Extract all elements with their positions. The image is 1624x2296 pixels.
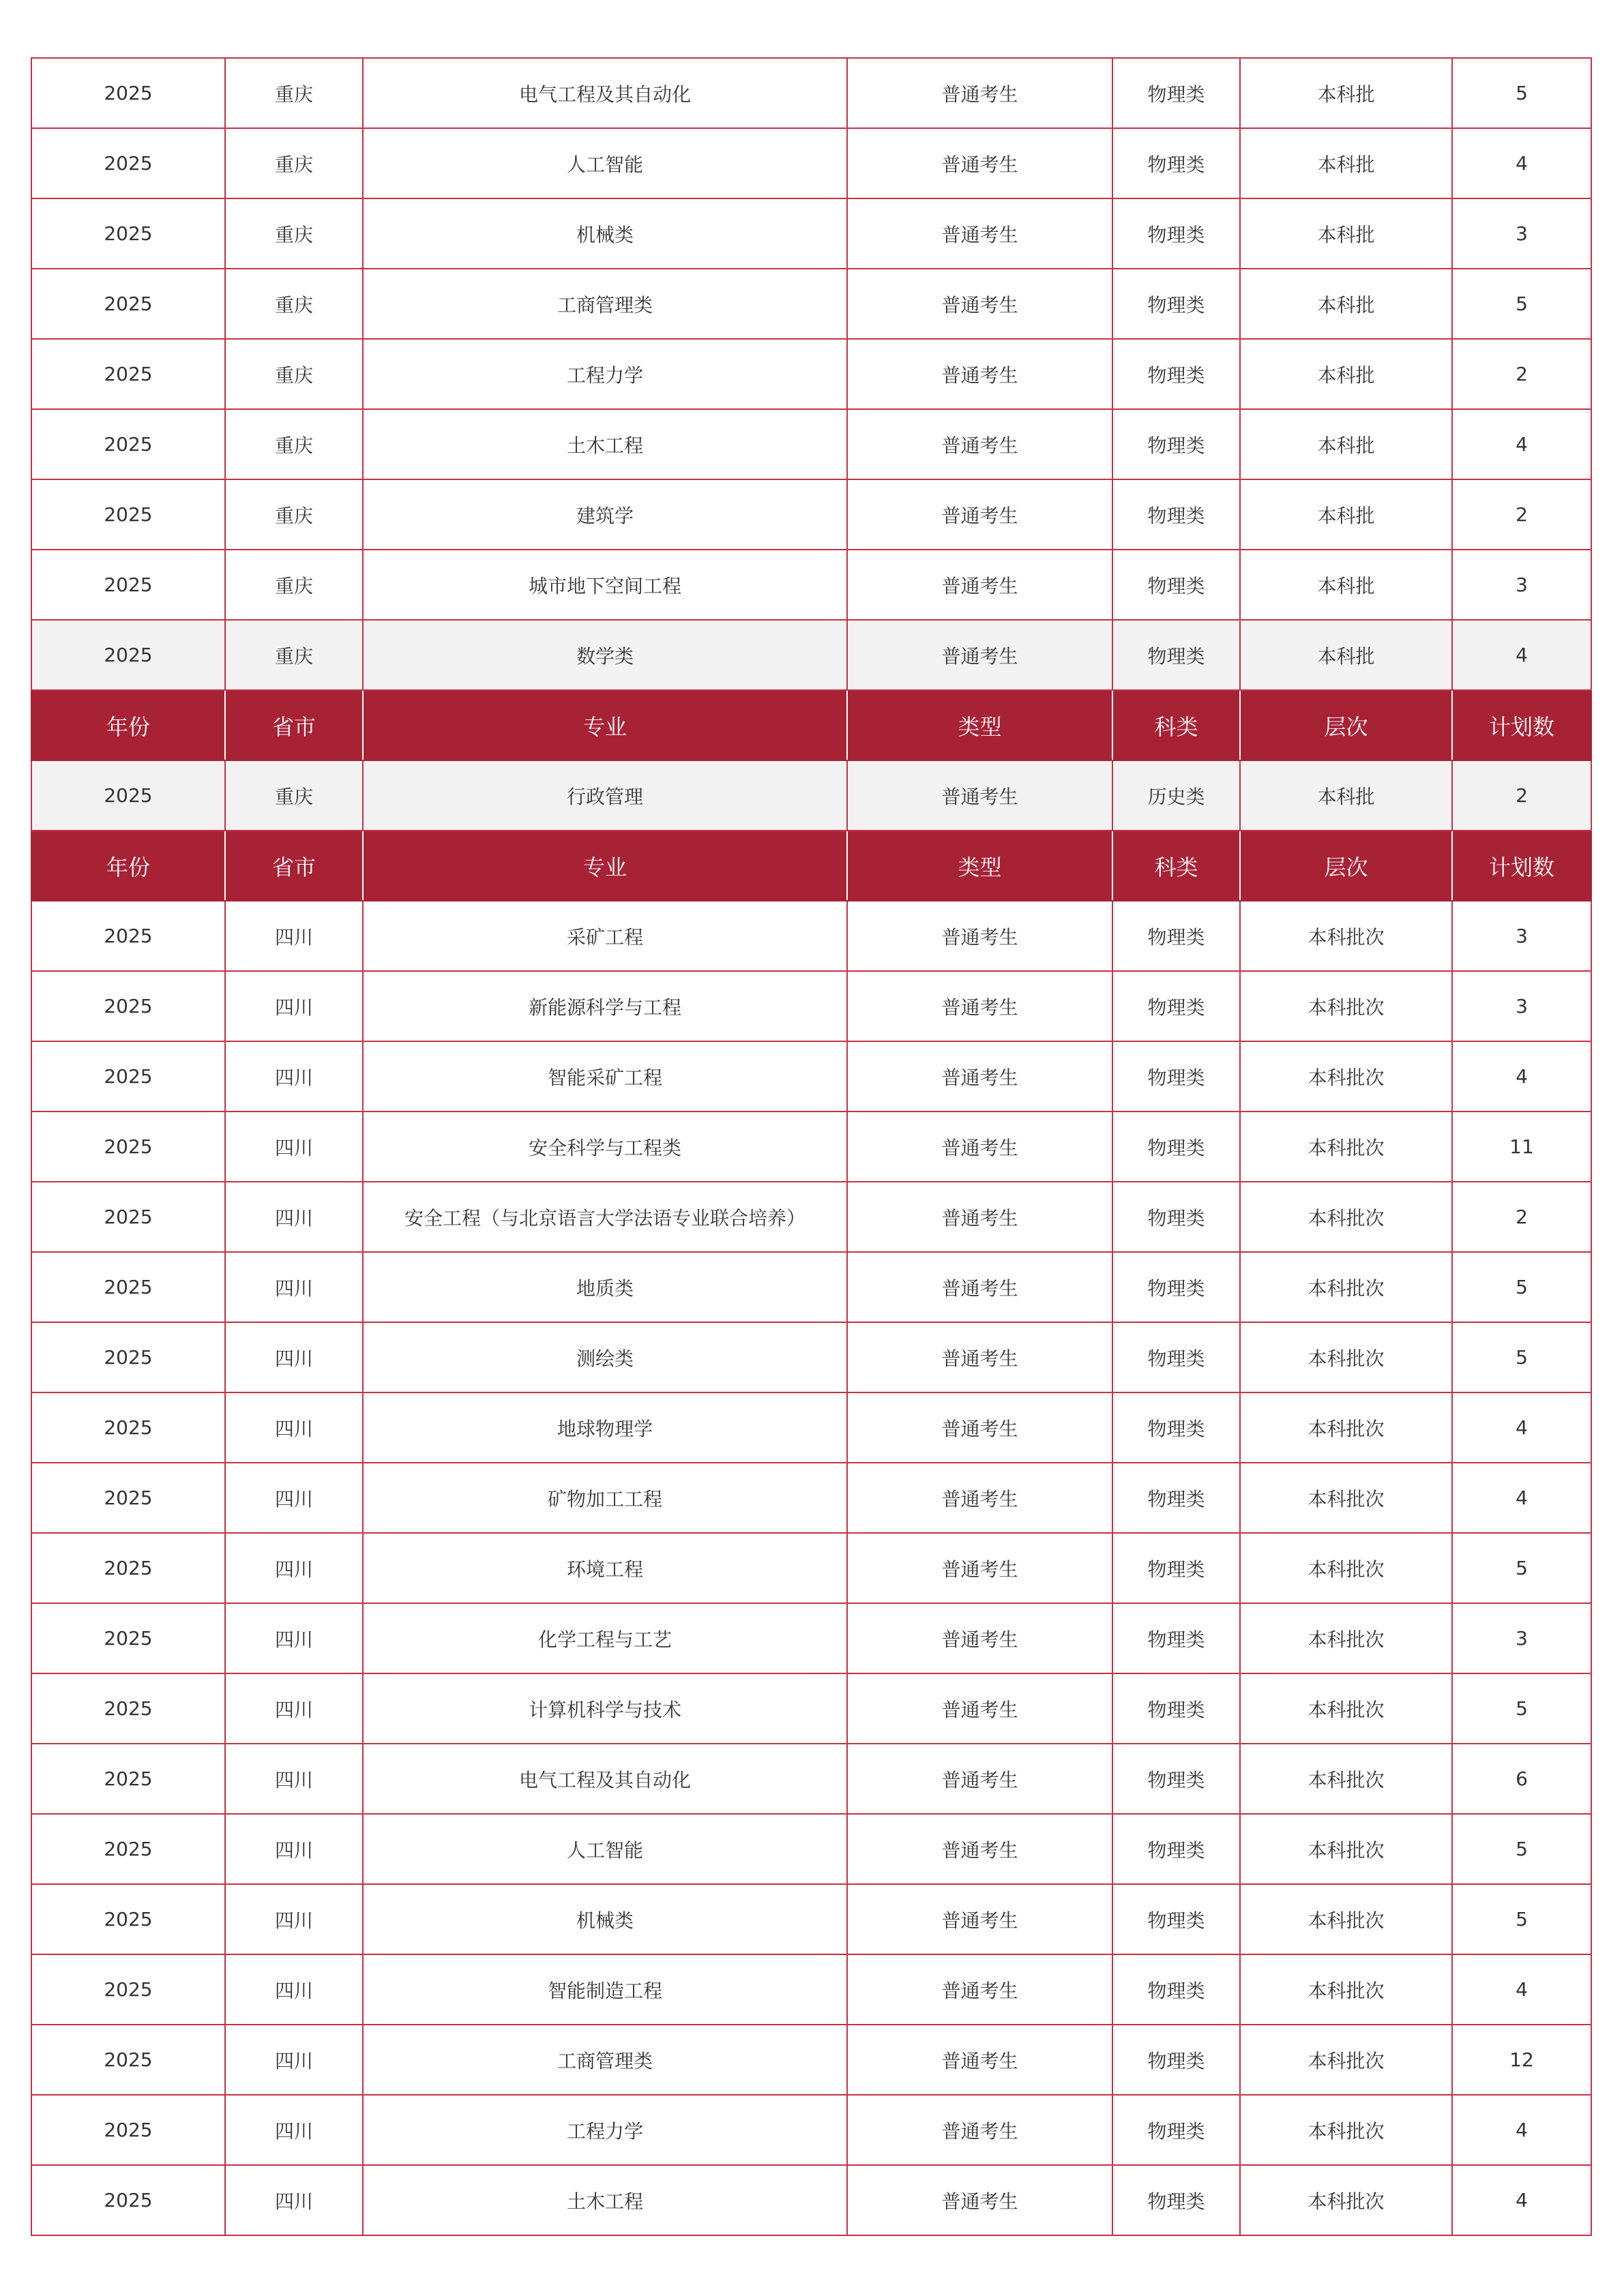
cell-candidate-type: 普通考生 — [847, 269, 1112, 339]
cell-batch-level: 本科批次 — [1240, 2165, 1452, 2235]
cell-province: 重庆 — [225, 409, 363, 479]
cell-year: 2025 — [31, 1112, 225, 1182]
cell-province: 四川 — [225, 1392, 363, 1463]
cell-subject-category: 物理类 — [1112, 1533, 1240, 1603]
cell-candidate-type: 普通考生 — [847, 760, 1112, 831]
table-row — [31, 1322, 1591, 1392]
cell-subject-category: 物理类 — [1112, 409, 1240, 479]
enrollment-plan-table — [31, 57, 1592, 2236]
cell-candidate-type: 普通考生 — [847, 1322, 1112, 1392]
cell-province: 重庆 — [225, 58, 363, 128]
cell-year: 2025 — [31, 58, 225, 128]
cell-major: 人工智能 — [363, 128, 847, 198]
cell-subject-category: 物理类 — [1112, 1463, 1240, 1533]
cell-batch-level: 本科批 — [1240, 339, 1452, 409]
cell-year: 2025 — [31, 1673, 225, 1744]
cell-candidate-type: 普通考生 — [847, 550, 1112, 620]
cell-year: 2025 — [31, 1463, 225, 1533]
enrollment-plan-container — [31, 57, 1591, 2236]
cell-plan-count: 4 — [1452, 1041, 1591, 1112]
table-row — [31, 2165, 1591, 2235]
cell-subject-category: 物理类 — [1112, 1744, 1240, 1814]
cell-subject-category: 物理类 — [1112, 1603, 1240, 1673]
cell-subject-category: 物理类 — [1112, 128, 1240, 198]
cell-major: 智能制造工程 — [363, 1954, 847, 2025]
cell-major: 安全科学与工程类 — [363, 1112, 847, 1182]
table-row — [31, 1954, 1591, 2025]
table-row — [31, 339, 1591, 409]
cell-plan-count: 5 — [1452, 1814, 1591, 1884]
cell-plan-count: 11 — [1452, 1112, 1591, 1182]
cell-candidate-type: 普通考生 — [847, 1182, 1112, 1252]
cell-major: 土木工程 — [363, 2165, 847, 2235]
cell-plan-count: 4 — [1452, 1392, 1591, 1463]
cell-candidate-type: 普通考生 — [847, 1673, 1112, 1744]
cell-province: 四川 — [225, 2025, 363, 2095]
cell-major: 工程力学 — [363, 339, 847, 409]
cell-candidate-type: 普通考生 — [847, 2025, 1112, 2095]
column-header-plan-count: 计划数 — [1452, 690, 1591, 760]
cell-candidate-type: 普通考生 — [847, 1392, 1112, 1463]
column-header-subject-category: 科类 — [1112, 690, 1240, 760]
cell-batch-level: 本科批次 — [1240, 901, 1452, 971]
cell-batch-level: 本科批 — [1240, 409, 1452, 479]
cell-major: 计算机科学与技术 — [363, 1673, 847, 1744]
cell-subject-category: 物理类 — [1112, 479, 1240, 550]
table-row — [31, 1463, 1591, 1533]
cell-batch-level: 本科批次 — [1240, 1392, 1452, 1463]
cell-province: 重庆 — [225, 339, 363, 409]
table-row — [31, 760, 1591, 831]
cell-major: 智能采矿工程 — [363, 1041, 847, 1112]
column-header-province: 省市 — [225, 831, 363, 901]
column-header-candidate-type: 类型 — [847, 831, 1112, 901]
cell-batch-level: 本科批次 — [1240, 1322, 1452, 1392]
cell-year: 2025 — [31, 620, 225, 690]
cell-province: 重庆 — [225, 128, 363, 198]
cell-year: 2025 — [31, 1322, 225, 1392]
cell-province: 四川 — [225, 1112, 363, 1182]
cell-province: 重庆 — [225, 620, 363, 690]
cell-province: 四川 — [225, 1041, 363, 1112]
cell-subject-category: 物理类 — [1112, 339, 1240, 409]
cell-year: 2025 — [31, 2025, 225, 2095]
column-header-province: 省市 — [225, 690, 363, 760]
column-header-major: 专业 — [363, 690, 847, 760]
cell-province: 四川 — [225, 1533, 363, 1603]
cell-major: 矿物加工工程 — [363, 1463, 847, 1533]
cell-major: 安全工程（与北京语言大学法语专业联合培养） — [363, 1182, 847, 1252]
cell-province: 四川 — [225, 1463, 363, 1533]
cell-year: 2025 — [31, 550, 225, 620]
table-header-row — [31, 690, 1591, 760]
cell-year: 2025 — [31, 901, 225, 971]
column-header-subject-category: 科类 — [1112, 831, 1240, 901]
cell-year: 2025 — [31, 1252, 225, 1322]
cell-plan-count: 2 — [1452, 760, 1591, 831]
cell-major: 行政管理 — [363, 760, 847, 831]
cell-year: 2025 — [31, 269, 225, 339]
cell-plan-count: 3 — [1452, 550, 1591, 620]
cell-plan-count: 5 — [1452, 1322, 1591, 1392]
cell-plan-count: 3 — [1452, 1603, 1591, 1673]
cell-plan-count: 2 — [1452, 1182, 1591, 1252]
cell-batch-level: 本科批次 — [1240, 1603, 1452, 1673]
cell-year: 2025 — [31, 1954, 225, 2025]
cell-major: 采矿工程 — [363, 901, 847, 971]
cell-subject-category: 物理类 — [1112, 971, 1240, 1041]
cell-batch-level: 本科批次 — [1240, 1814, 1452, 1884]
cell-plan-count: 3 — [1452, 971, 1591, 1041]
cell-candidate-type: 普通考生 — [847, 128, 1112, 198]
cell-plan-count: 4 — [1452, 128, 1591, 198]
cell-major: 工程力学 — [363, 2095, 847, 2165]
cell-subject-category: 物理类 — [1112, 2165, 1240, 2235]
cell-plan-count: 2 — [1452, 479, 1591, 550]
cell-major: 地质类 — [363, 1252, 847, 1322]
table-row — [31, 550, 1591, 620]
cell-province: 四川 — [225, 971, 363, 1041]
cell-major: 机械类 — [363, 1884, 847, 1954]
column-header-plan-count: 计划数 — [1452, 831, 1591, 901]
cell-major: 环境工程 — [363, 1533, 847, 1603]
table-row — [31, 198, 1591, 269]
cell-year: 2025 — [31, 479, 225, 550]
cell-major: 新能源科学与工程 — [363, 971, 847, 1041]
cell-subject-category: 物理类 — [1112, 1814, 1240, 1884]
cell-province: 四川 — [225, 1322, 363, 1392]
cell-subject-category: 物理类 — [1112, 1112, 1240, 1182]
cell-major: 机械类 — [363, 198, 847, 269]
table-row — [31, 620, 1591, 690]
cell-plan-count: 12 — [1452, 2025, 1591, 2095]
table-row — [31, 2025, 1591, 2095]
table-row — [31, 1252, 1591, 1322]
cell-candidate-type: 普通考生 — [847, 2165, 1112, 2235]
cell-batch-level: 本科批次 — [1240, 1252, 1452, 1322]
cell-province: 四川 — [225, 1182, 363, 1252]
table-row — [31, 1673, 1591, 1744]
cell-candidate-type: 普通考生 — [847, 198, 1112, 269]
table-row — [31, 1533, 1591, 1603]
cell-year: 2025 — [31, 198, 225, 269]
table-row — [31, 2095, 1591, 2165]
cell-plan-count: 5 — [1452, 1533, 1591, 1603]
cell-plan-count: 5 — [1452, 1252, 1591, 1322]
cell-province: 四川 — [225, 901, 363, 971]
cell-candidate-type: 普通考生 — [847, 1603, 1112, 1673]
cell-candidate-type: 普通考生 — [847, 1252, 1112, 1322]
cell-batch-level: 本科批次 — [1240, 1884, 1452, 1954]
cell-batch-level: 本科批 — [1240, 550, 1452, 620]
cell-province: 四川 — [225, 1744, 363, 1814]
cell-candidate-type: 普通考生 — [847, 2095, 1112, 2165]
cell-plan-count: 4 — [1452, 409, 1591, 479]
cell-candidate-type: 普通考生 — [847, 58, 1112, 128]
cell-major: 土木工程 — [363, 409, 847, 479]
column-header-major: 专业 — [363, 831, 847, 901]
cell-year: 2025 — [31, 339, 225, 409]
cell-year: 2025 — [31, 1392, 225, 1463]
cell-batch-level: 本科批次 — [1240, 2025, 1452, 2095]
cell-plan-count: 2 — [1452, 339, 1591, 409]
table-row — [31, 269, 1591, 339]
cell-plan-count: 5 — [1452, 1884, 1591, 1954]
cell-batch-level: 本科批 — [1240, 620, 1452, 690]
cell-subject-category: 物理类 — [1112, 2095, 1240, 2165]
cell-major: 工商管理类 — [363, 2025, 847, 2095]
cell-batch-level: 本科批次 — [1240, 1041, 1452, 1112]
cell-candidate-type: 普通考生 — [847, 1533, 1112, 1603]
table-row — [31, 971, 1591, 1041]
cell-batch-level: 本科批 — [1240, 58, 1452, 128]
table-row — [31, 1884, 1591, 1954]
cell-province: 重庆 — [225, 198, 363, 269]
cell-province: 重庆 — [225, 550, 363, 620]
cell-plan-count: 4 — [1452, 2095, 1591, 2165]
cell-candidate-type: 普通考生 — [847, 1041, 1112, 1112]
cell-major: 工商管理类 — [363, 269, 847, 339]
table-row — [31, 1182, 1591, 1252]
cell-province: 四川 — [225, 1673, 363, 1744]
column-header-candidate-type: 类型 — [847, 690, 1112, 760]
cell-batch-level: 本科批次 — [1240, 1112, 1452, 1182]
table-row — [31, 409, 1591, 479]
cell-major: 电气工程及其自动化 — [363, 58, 847, 128]
cell-province: 重庆 — [225, 479, 363, 550]
cell-year: 2025 — [31, 1814, 225, 1884]
cell-subject-category: 历史类 — [1112, 760, 1240, 831]
cell-subject-category: 物理类 — [1112, 1673, 1240, 1744]
cell-plan-count: 4 — [1452, 2165, 1591, 2235]
cell-subject-category: 物理类 — [1112, 1182, 1240, 1252]
cell-batch-level: 本科批次 — [1240, 1744, 1452, 1814]
cell-subject-category: 物理类 — [1112, 1041, 1240, 1112]
cell-subject-category: 物理类 — [1112, 1322, 1240, 1392]
cell-subject-category: 物理类 — [1112, 1954, 1240, 2025]
column-header-batch-level: 层次 — [1240, 690, 1452, 760]
table-row — [31, 128, 1591, 198]
column-header-year: 年份 — [31, 831, 225, 901]
cell-batch-level: 本科批次 — [1240, 1533, 1452, 1603]
cell-major: 城市地下空间工程 — [363, 550, 847, 620]
cell-batch-level: 本科批次 — [1240, 1463, 1452, 1533]
cell-plan-count: 6 — [1452, 1744, 1591, 1814]
cell-province: 四川 — [225, 1252, 363, 1322]
cell-year: 2025 — [31, 128, 225, 198]
cell-major: 地球物理学 — [363, 1392, 847, 1463]
cell-subject-category: 物理类 — [1112, 269, 1240, 339]
table-row — [31, 1744, 1591, 1814]
cell-subject-category: 物理类 — [1112, 620, 1240, 690]
cell-year: 2025 — [31, 2095, 225, 2165]
table-row — [31, 479, 1591, 550]
cell-year: 2025 — [31, 1603, 225, 1673]
cell-batch-level: 本科批次 — [1240, 1673, 1452, 1744]
cell-candidate-type: 普通考生 — [847, 1112, 1112, 1182]
cell-batch-level: 本科批 — [1240, 198, 1452, 269]
cell-candidate-type: 普通考生 — [847, 409, 1112, 479]
cell-subject-category: 物理类 — [1112, 198, 1240, 269]
cell-year: 2025 — [31, 1533, 225, 1603]
cell-major: 化学工程与工艺 — [363, 1603, 847, 1673]
cell-major: 电气工程及其自动化 — [363, 1744, 847, 1814]
cell-subject-category: 物理类 — [1112, 901, 1240, 971]
table-row — [31, 58, 1591, 128]
cell-plan-count: 4 — [1452, 1463, 1591, 1533]
cell-year: 2025 — [31, 1744, 225, 1814]
cell-batch-level: 本科批 — [1240, 128, 1452, 198]
cell-major: 人工智能 — [363, 1814, 847, 1884]
cell-subject-category: 物理类 — [1112, 58, 1240, 128]
cell-major: 测绘类 — [363, 1322, 847, 1392]
cell-plan-count: 3 — [1452, 198, 1591, 269]
table-row — [31, 1112, 1591, 1182]
cell-province: 四川 — [225, 1884, 363, 1954]
table-body — [31, 58, 1591, 2235]
cell-province: 四川 — [225, 2165, 363, 2235]
cell-candidate-type: 普通考生 — [847, 1954, 1112, 2025]
cell-subject-category: 物理类 — [1112, 2025, 1240, 2095]
cell-batch-level: 本科批次 — [1240, 2095, 1452, 2165]
cell-candidate-type: 普通考生 — [847, 620, 1112, 690]
cell-candidate-type: 普通考生 — [847, 971, 1112, 1041]
cell-plan-count: 5 — [1452, 58, 1591, 128]
table-row — [31, 1814, 1591, 1884]
cell-candidate-type: 普通考生 — [847, 479, 1112, 550]
cell-batch-level: 本科批 — [1240, 479, 1452, 550]
cell-subject-category: 物理类 — [1112, 1392, 1240, 1463]
table-header-row — [31, 831, 1591, 901]
cell-plan-count: 5 — [1452, 1673, 1591, 1744]
cell-year: 2025 — [31, 1041, 225, 1112]
cell-candidate-type: 普通考生 — [847, 1463, 1112, 1533]
cell-year: 2025 — [31, 1182, 225, 1252]
cell-plan-count: 5 — [1452, 269, 1591, 339]
cell-year: 2025 — [31, 1884, 225, 1954]
cell-plan-count: 3 — [1452, 901, 1591, 971]
cell-batch-level: 本科批 — [1240, 760, 1452, 831]
table-row — [31, 1392, 1591, 1463]
cell-subject-category: 物理类 — [1112, 550, 1240, 620]
table-row — [31, 1603, 1591, 1673]
cell-province: 重庆 — [225, 269, 363, 339]
cell-candidate-type: 普通考生 — [847, 1744, 1112, 1814]
cell-province: 四川 — [225, 1954, 363, 2025]
cell-candidate-type: 普通考生 — [847, 1884, 1112, 1954]
cell-province: 四川 — [225, 1603, 363, 1673]
cell-plan-count: 4 — [1452, 620, 1591, 690]
cell-province: 四川 — [225, 2095, 363, 2165]
cell-candidate-type: 普通考生 — [847, 339, 1112, 409]
cell-batch-level: 本科批 — [1240, 269, 1452, 339]
column-header-year: 年份 — [31, 690, 225, 760]
table-row — [31, 1041, 1591, 1112]
cell-batch-level: 本科批次 — [1240, 1182, 1452, 1252]
cell-year: 2025 — [31, 2165, 225, 2235]
table-row — [31, 901, 1591, 971]
cell-candidate-type: 普通考生 — [847, 1814, 1112, 1884]
cell-subject-category: 物理类 — [1112, 1252, 1240, 1322]
cell-province: 四川 — [225, 1814, 363, 1884]
cell-year: 2025 — [31, 409, 225, 479]
cell-province: 重庆 — [225, 760, 363, 831]
cell-year: 2025 — [31, 971, 225, 1041]
cell-subject-category: 物理类 — [1112, 1884, 1240, 1954]
column-header-batch-level: 层次 — [1240, 831, 1452, 901]
cell-candidate-type: 普通考生 — [847, 901, 1112, 971]
cell-year: 2025 — [31, 760, 225, 831]
cell-batch-level: 本科批次 — [1240, 1954, 1452, 2025]
cell-major: 建筑学 — [363, 479, 847, 550]
cell-batch-level: 本科批次 — [1240, 971, 1452, 1041]
cell-plan-count: 4 — [1452, 1954, 1591, 2025]
cell-major: 数学类 — [363, 620, 847, 690]
